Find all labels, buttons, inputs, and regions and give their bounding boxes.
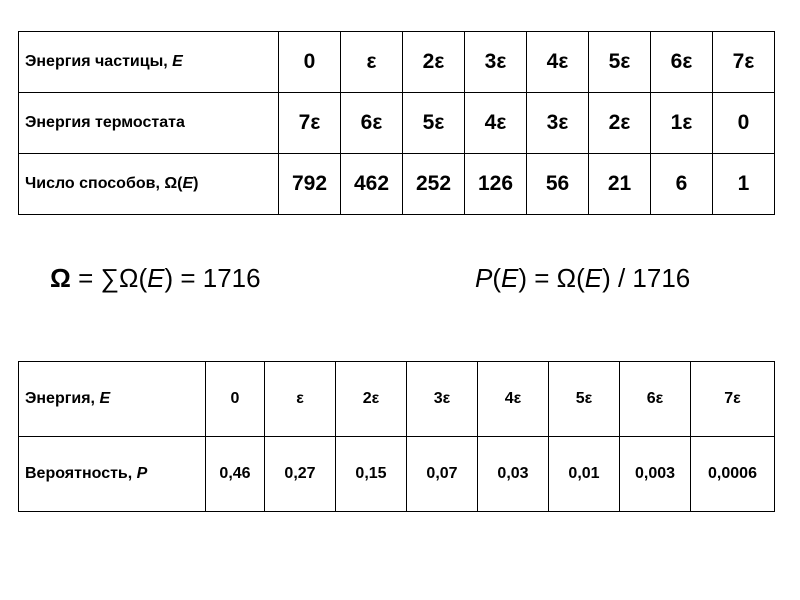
table-cell: 2ε bbox=[336, 362, 407, 437]
table-cell: 6 bbox=[651, 154, 713, 215]
table-cell: 0,03 bbox=[478, 437, 549, 512]
table-cell: 252 bbox=[403, 154, 465, 215]
row-label: Энергия термостата bbox=[19, 93, 279, 154]
table-cell: 5ε bbox=[403, 93, 465, 154]
table-cell: 0 bbox=[713, 93, 775, 154]
table-cell: 0,01 bbox=[549, 437, 620, 512]
table-cell: 4ε bbox=[527, 32, 589, 93]
row-label: Энергия частицы, E bbox=[19, 32, 279, 93]
row-label: Энергия, E bbox=[19, 362, 206, 437]
table-row bbox=[19, 437, 775, 512]
table-cell: 6ε bbox=[620, 362, 691, 437]
omega-symbol: Ω bbox=[50, 263, 71, 293]
table-cell: 21 bbox=[589, 154, 651, 215]
table-cell: 7ε bbox=[713, 32, 775, 93]
table-cell: 7ε bbox=[691, 362, 775, 437]
table-cell: 2ε bbox=[403, 32, 465, 93]
row-label: Число способов, Ω(E) bbox=[19, 154, 279, 215]
table-cell: 6ε bbox=[651, 32, 713, 93]
table-cell: 1ε bbox=[651, 93, 713, 154]
table-cell: 3ε bbox=[465, 32, 527, 93]
table-cell: 0,27 bbox=[265, 437, 336, 512]
table-cell: 0,003 bbox=[620, 437, 691, 512]
table-cell: ε bbox=[265, 362, 336, 437]
row-label: Вероятность, P bbox=[19, 437, 206, 512]
table-cell: 0,15 bbox=[336, 437, 407, 512]
table-cell: 3ε bbox=[407, 362, 478, 437]
table-cell: 6ε bbox=[341, 93, 403, 154]
table-cell: 3ε bbox=[527, 93, 589, 154]
table-row bbox=[19, 32, 775, 93]
table-cell: 126 bbox=[465, 154, 527, 215]
table-cell: 0 bbox=[279, 32, 341, 93]
table-row bbox=[19, 93, 775, 154]
table-cell: 4ε bbox=[478, 362, 549, 437]
table-cell: 0,07 bbox=[407, 437, 478, 512]
table-cell: 2ε bbox=[589, 93, 651, 154]
table-row bbox=[19, 362, 775, 437]
total-states-formula: Ω = ∑Ω(E) = 1716 bbox=[50, 263, 261, 293]
probability-table bbox=[18, 361, 775, 512]
table-cell: 462 bbox=[341, 154, 403, 215]
probability-formula: P(E) = Ω(E) / 1716 bbox=[475, 263, 691, 293]
table-cell: 5ε bbox=[589, 32, 651, 93]
table-cell: 0,0006 bbox=[691, 437, 775, 512]
table-cell: 1 bbox=[713, 154, 775, 215]
table-cell: 0 bbox=[206, 362, 265, 437]
table-cell: 5ε bbox=[549, 362, 620, 437]
table-cell: 0,46 bbox=[206, 437, 265, 512]
table-cell: 7ε bbox=[279, 93, 341, 154]
table-cell: 4ε bbox=[465, 93, 527, 154]
table-cell: 792 bbox=[279, 154, 341, 215]
table-cell: ε bbox=[341, 32, 403, 93]
microstates-table bbox=[18, 31, 775, 215]
table-row bbox=[19, 154, 775, 215]
table-cell: 56 bbox=[527, 154, 589, 215]
